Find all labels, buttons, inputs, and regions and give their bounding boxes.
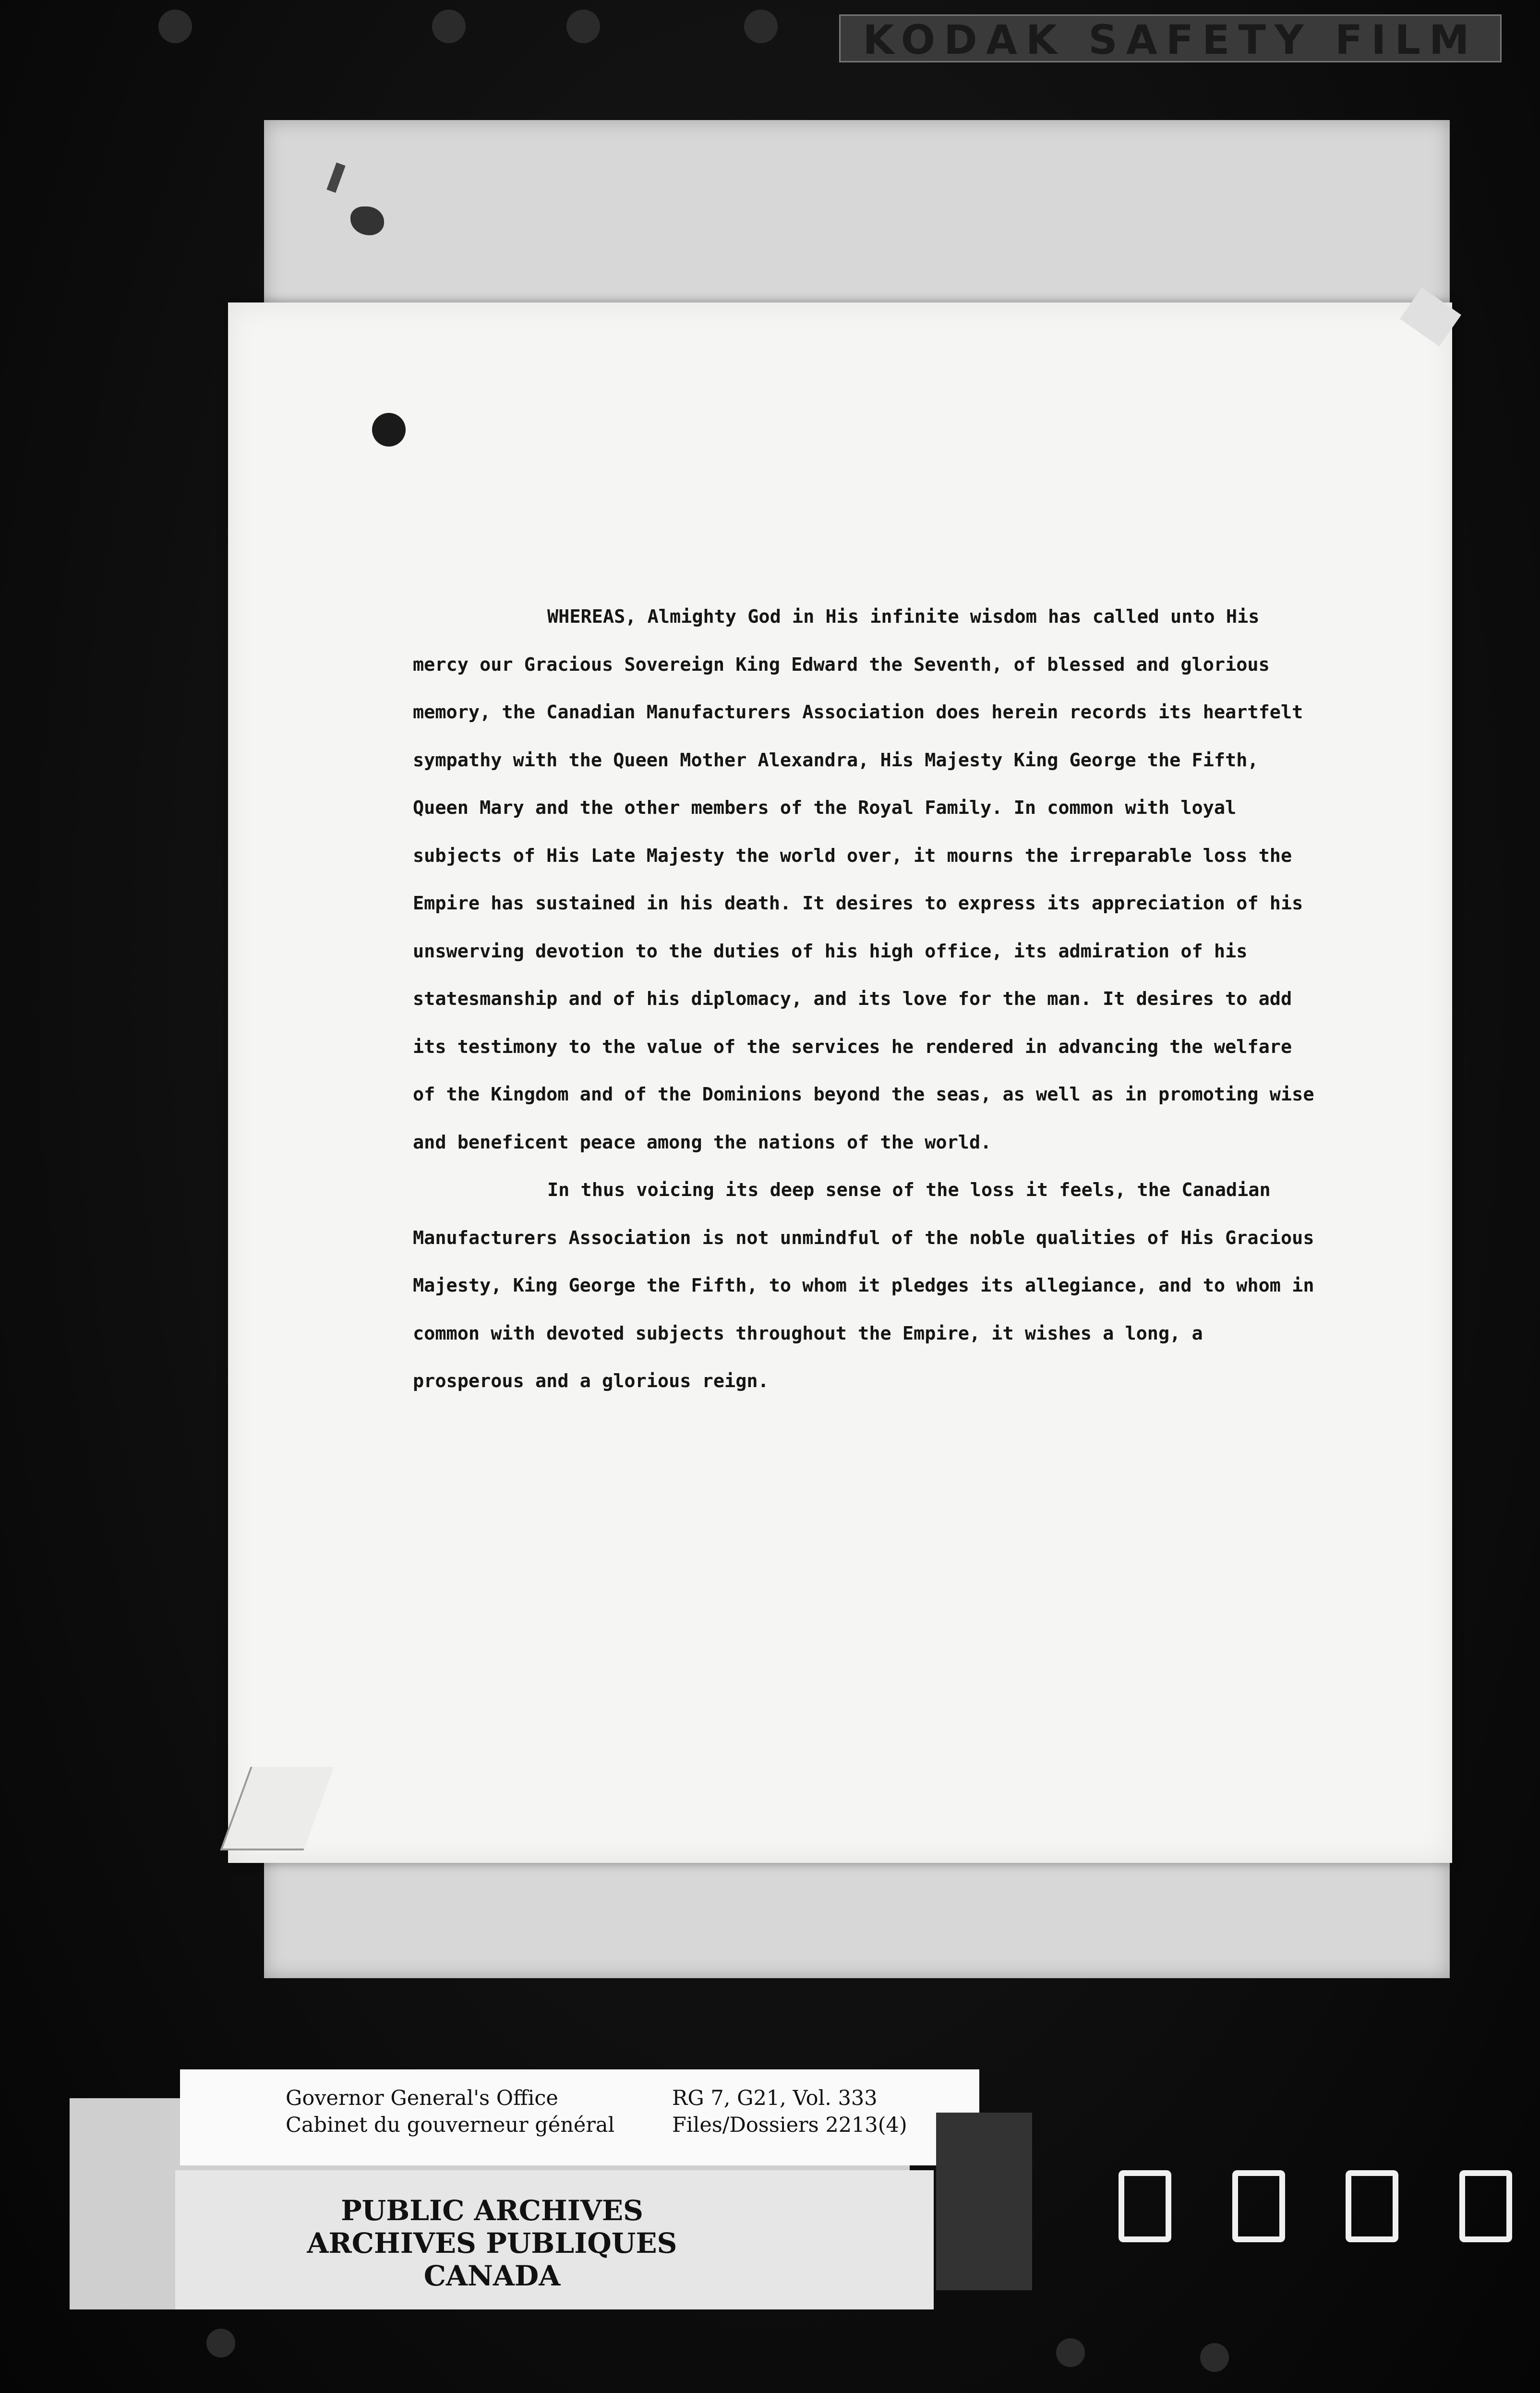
record-group-reference: RG 7, G21, Vol. 333 xyxy=(672,2086,878,2110)
punch-hole xyxy=(372,413,406,447)
sprocket-mark xyxy=(566,10,600,43)
archives-stamp xyxy=(175,2170,934,2309)
stamp-line-1: PUBLIC ARCHIVES xyxy=(341,2194,643,2227)
file-number: Files/Dossiers 2213(4) xyxy=(672,2113,907,2137)
sprocket-mark xyxy=(432,10,466,43)
sprocket-mark xyxy=(744,10,778,43)
paragraph-2: In thus voicing its deep sense of the loss it feels, the Canadian Manufacturers Association is not unmindful of the noble qualities of His Gracious Majesty, King George the Fifth, to whom it pledges its allegiance, and to whom in common with devoted subjects throughout the Empire, it wishes a long, a prosperous and a glorious reign. xyxy=(413,1179,1314,1392)
stamp-line-2: ARCHIVES PUBLIQUES xyxy=(307,2227,677,2260)
frame-counter xyxy=(1119,2170,1512,2242)
paragraph-1: WHEREAS, Almighty God in His infinite wisdom has called unto His mercy our Gracious Sovereign King Edward the Seventh, of blessed and glorious memory, the Canadian Manufacturers Association does herein records its heartfelt sympathy with the Queen Mother Alexandra, His Majesty King George the Fifth, Queen Mary and the other members of the Royal Family. In common with loyal subjects of His Late Majesty the world over, it mourns the irreparable loss the Empire has sustained in his death. It desires to express its appreciation of his unswerving devotion to the duties of his high office, its admiration of his statesmanship and of his diplomacy, and its love for the man. It desires to add its testimony to the value of the services he rendered in advancing the welfare of the Kingdom and of the Dominions beyond the seas, as well as in promoting wise and beneficent peace among the nations of the world. xyxy=(413,606,1314,1153)
sprocket-mark xyxy=(158,10,192,43)
sprocket-mark xyxy=(1056,2338,1085,2367)
stamp-line-3: CANADA xyxy=(423,2260,561,2292)
film-leader-block xyxy=(936,2113,1032,2290)
archive-label xyxy=(70,2086,910,2309)
office-name-en: Governor General's Office xyxy=(286,2086,558,2110)
counter-digit xyxy=(1459,2170,1512,2242)
sprocket-mark xyxy=(1200,2343,1229,2372)
counter-digit xyxy=(1346,2170,1398,2242)
document-text xyxy=(413,593,1315,1405)
counter-digit xyxy=(1232,2170,1285,2242)
sprocket-mark xyxy=(206,2329,235,2357)
office-name-fr: Cabinet du gouverneur général xyxy=(286,2113,615,2137)
film-edge-marking: KODAK SAFETY FILM xyxy=(839,14,1502,62)
counter-digit xyxy=(1119,2170,1171,2242)
reference-card xyxy=(180,2069,979,2165)
